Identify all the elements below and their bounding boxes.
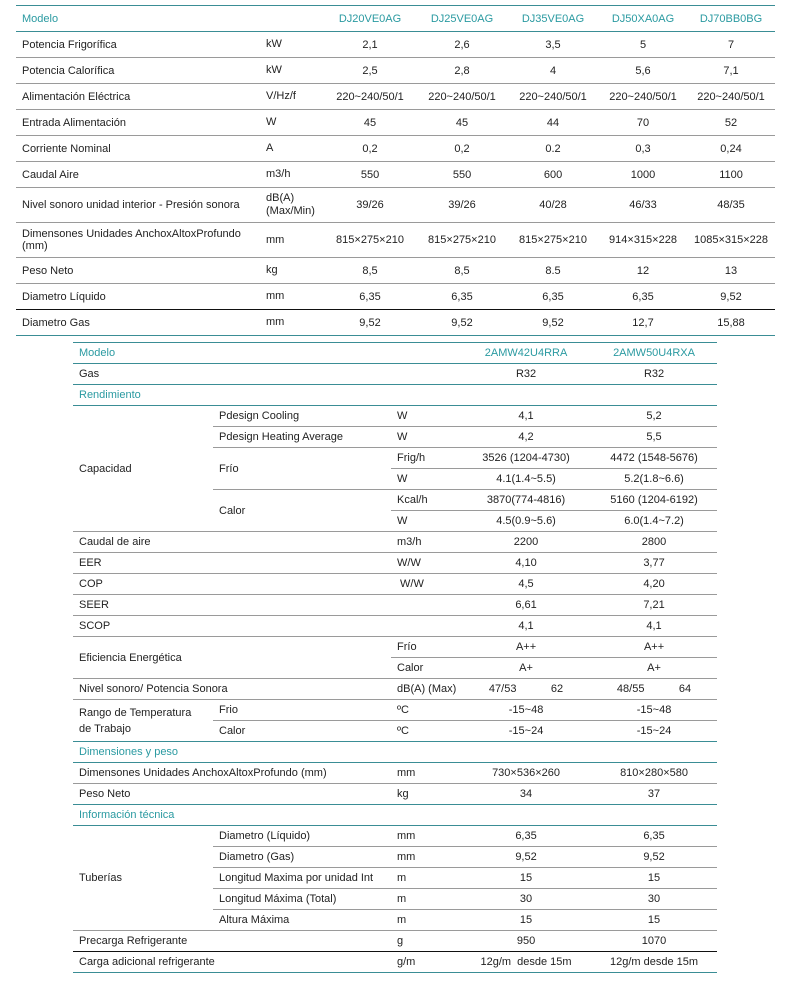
- cell-value: 5,2: [591, 406, 717, 427]
- cell-value: 6,35: [507, 284, 599, 310]
- cell-value: 40/28: [507, 188, 599, 223]
- table-row: [16, 84, 775, 110]
- unit: kW: [260, 32, 323, 58]
- cell-value: 0,2: [323, 136, 417, 162]
- group-label: Capacidad: [73, 406, 213, 532]
- group-label: [73, 700, 213, 742]
- unit: kW: [260, 58, 323, 84]
- unit: W: [391, 469, 461, 490]
- cell-value: 0.2: [507, 136, 599, 162]
- cell-value: 8,5: [323, 258, 417, 284]
- table-row: [16, 136, 775, 162]
- header-label: Modelo: [16, 6, 323, 32]
- row-label: SEER: [73, 595, 391, 616]
- unit: [391, 616, 461, 637]
- cell-value: A+: [591, 658, 717, 679]
- unit: [391, 595, 461, 616]
- cell-value: A+: [461, 658, 591, 679]
- unit: dB(A) (Max/Min): [260, 188, 323, 223]
- cell-value: 815×275×210: [417, 223, 507, 258]
- cell-value: 550: [323, 162, 417, 188]
- cell-value: 6.0(1.4~7.2): [591, 511, 717, 532]
- group-label: Eficiencia Energética: [73, 637, 391, 679]
- cell-value: 3,5: [507, 32, 599, 58]
- cell-value: -15~24: [461, 721, 591, 742]
- table-row: [73, 679, 717, 700]
- cell-value: 2200: [461, 532, 591, 553]
- unit: ºC: [391, 700, 461, 721]
- model-header: DJ25VE0AG: [417, 6, 507, 32]
- cell-value: 0,3: [599, 136, 687, 162]
- cell-value: 6,35: [323, 284, 417, 310]
- group-label: Tuberías: [73, 826, 213, 931]
- cell-value: 2,5: [323, 58, 417, 84]
- cell-value: 5: [599, 32, 687, 58]
- table-row: [16, 58, 775, 84]
- section-header-row: [73, 742, 717, 763]
- unit: mm: [391, 826, 461, 847]
- cell-value: 4,2: [461, 427, 591, 448]
- table-row: [73, 616, 717, 637]
- cell-value: 9,52: [687, 284, 775, 310]
- unit: mm: [260, 310, 323, 336]
- cell-value: 220~240/50/1: [323, 84, 417, 110]
- cell-value: -15~48: [461, 700, 591, 721]
- cell-value: 0,2: [417, 136, 507, 162]
- table-row: [73, 784, 717, 805]
- unit: mm: [260, 223, 323, 258]
- cell-value: 4,1: [461, 406, 591, 427]
- unit: ºC: [391, 721, 461, 742]
- table-row: [16, 258, 775, 284]
- unit: m3/h: [391, 532, 461, 553]
- row-label: Calor: [213, 721, 391, 742]
- cell-value: 5,6: [599, 58, 687, 84]
- row-label: Pdesign Cooling: [213, 406, 391, 427]
- row-label: Caudal Aire: [16, 162, 260, 188]
- unit: W/W: [391, 574, 461, 595]
- cell-value: 914×315×228: [599, 223, 687, 258]
- unit: m3/h: [260, 162, 323, 188]
- cell-value: 6,35: [461, 826, 591, 847]
- unit: g: [391, 931, 461, 952]
- table-row: [73, 595, 717, 616]
- group-label-line2: de Trabajo: [79, 722, 131, 735]
- row-label: Precarga Refrigerante: [73, 931, 391, 952]
- cell-value: 6,35: [591, 826, 717, 847]
- cell-value: 8.5: [507, 258, 599, 284]
- row-label: SCOP: [73, 616, 391, 637]
- cell-value: 44: [507, 110, 599, 136]
- cell-value: 950: [461, 931, 591, 952]
- unit: W: [391, 427, 461, 448]
- cell-value: 4472 (1548-5676): [591, 448, 717, 469]
- cell-value: A++: [461, 637, 591, 658]
- row-label: Pdesign Heating Average: [213, 427, 391, 448]
- cell-value: 15: [591, 868, 717, 889]
- unit: mm: [391, 763, 461, 784]
- table-row: [16, 223, 775, 258]
- header-label: Modelo: [73, 343, 461, 364]
- table-row: [73, 931, 717, 952]
- cell-value: 810×280×580: [591, 763, 717, 784]
- row-label: Altura Máxima: [213, 910, 391, 931]
- cell-value: 5,5: [591, 427, 717, 448]
- unit: m: [391, 868, 461, 889]
- cell-value: 220~240/50/1: [599, 84, 687, 110]
- row-label: Dimensones Unidades AnchoxAltoxProfundo (mm): [16, 223, 260, 258]
- table-row: [73, 406, 717, 427]
- cell-value: 815×275×210: [507, 223, 599, 258]
- cell-value: 2800: [591, 532, 717, 553]
- cell-value: 9,52: [461, 847, 591, 868]
- table-row: [73, 574, 717, 595]
- unit: W: [391, 511, 461, 532]
- cell-value: 815×275×210: [323, 223, 417, 258]
- cell-value: 48/35: [687, 188, 775, 223]
- cell-value: [461, 679, 591, 700]
- cell-value: 45: [323, 110, 417, 136]
- cell-value: 6,35: [599, 284, 687, 310]
- table-row: [16, 310, 775, 336]
- cell-value: [591, 679, 717, 700]
- row-label: Frio: [213, 700, 391, 721]
- cell-value: 6,61: [461, 595, 591, 616]
- cell-value: 7: [687, 32, 775, 58]
- row-label: Entrada Alimentación: [16, 110, 260, 136]
- row-label: Nivel sonoro unidad interior - Presión sonora: [16, 188, 260, 223]
- cell-value: 3526 (1204-4730): [461, 448, 591, 469]
- cell-value: 9,52: [591, 847, 717, 868]
- group-label-line1: Rango de Temperatura: [79, 706, 192, 719]
- indoor-units-spec-table: [16, 5, 775, 336]
- table-row: [16, 32, 775, 58]
- section-title: Dimensiones y peso: [73, 742, 717, 763]
- cell-value: 5160 (1204-6192): [591, 490, 717, 511]
- cell-value: 0,24: [687, 136, 775, 162]
- unit: m: [391, 889, 461, 910]
- cell-value: 1100: [687, 162, 775, 188]
- cell-value: 1070: [591, 931, 717, 952]
- unit: Frío: [391, 637, 461, 658]
- cell-value: 7,21: [591, 595, 717, 616]
- model-header: 2AMW42U4RRA: [461, 343, 591, 364]
- table-row: [73, 763, 717, 784]
- row-label: Nivel sonoro/ Potencia Sonora: [73, 679, 391, 700]
- cell-value: -15~24: [591, 721, 717, 742]
- sound-pressure: 47/53: [488, 683, 517, 695]
- cell-value: 12,7: [599, 310, 687, 336]
- cell-value: 15: [461, 868, 591, 889]
- cell-value: 15,88: [687, 310, 775, 336]
- table-row: [73, 637, 717, 658]
- row-label: Dimensones Unidades AnchoxAltoxProfundo (mm): [73, 763, 391, 784]
- cell-value: 730×536×260: [461, 763, 591, 784]
- row-label: Caudal de aire: [73, 532, 391, 553]
- table-row: [16, 188, 775, 223]
- cell-value: 46/33: [599, 188, 687, 223]
- sound-pressure: 48/55: [616, 683, 645, 695]
- table-row: [16, 110, 775, 136]
- cell-value: 39/26: [323, 188, 417, 223]
- table-header-row: [73, 343, 717, 364]
- cell-value: 37: [591, 784, 717, 805]
- row-label: Carga adicional refrigerante: [73, 952, 391, 973]
- unit: Frig/h: [391, 448, 461, 469]
- row-label: Alimentación Eléctrica: [16, 84, 260, 110]
- unit: kg: [391, 784, 461, 805]
- cell-value: 13: [687, 258, 775, 284]
- cell-value: 2,8: [417, 58, 507, 84]
- row-label: Diametro Gas: [16, 310, 260, 336]
- section-header-row: [73, 805, 717, 826]
- cell-value: 12g/m desde 15m: [591, 952, 717, 973]
- cell-value: 12: [599, 258, 687, 284]
- table-row: [73, 532, 717, 553]
- cell-value: 4: [507, 58, 599, 84]
- cell-value: 220~240/50/1: [687, 84, 775, 110]
- cell-value: 9,52: [507, 310, 599, 336]
- cell-value: 4,1: [461, 616, 591, 637]
- cell-value: 2,1: [323, 32, 417, 58]
- unit: A: [260, 136, 323, 162]
- subgroup-label: Frío: [213, 448, 391, 490]
- row-label: Peso Neto: [73, 784, 391, 805]
- cell-value: 7,1: [687, 58, 775, 84]
- row-label: Diametro (Gas): [213, 847, 391, 868]
- cell-value: -15~48: [591, 700, 717, 721]
- cell-value: 4,10: [461, 553, 591, 574]
- cell-value: 3,77: [591, 553, 717, 574]
- unit: g/m: [391, 952, 461, 973]
- cell-value: 4,5: [461, 574, 591, 595]
- section-title: Rendimiento: [73, 385, 717, 406]
- cell-value: 30: [461, 889, 591, 910]
- model-header: DJ20VE0AG: [323, 6, 417, 32]
- cell-value: 9,52: [323, 310, 417, 336]
- cell-value: 220~240/50/1: [507, 84, 599, 110]
- cell-value: 8,5: [417, 258, 507, 284]
- table-row: [16, 284, 775, 310]
- cell-value: 39/26: [417, 188, 507, 223]
- table-row: [73, 826, 717, 847]
- row-label: Peso Neto: [16, 258, 260, 284]
- table-row: [16, 162, 775, 188]
- model-header: DJ50XA0AG: [599, 6, 687, 32]
- table-row: [73, 364, 717, 385]
- sound-power: 64: [678, 683, 692, 695]
- cell-value: 6,35: [417, 284, 507, 310]
- cell-value: 15: [591, 910, 717, 931]
- model-header: DJ35VE0AG: [507, 6, 599, 32]
- unit: mm: [391, 847, 461, 868]
- sound-power: 62: [550, 683, 564, 695]
- cell-value: 4,1: [591, 616, 717, 637]
- cell-value: 1000: [599, 162, 687, 188]
- cell-value: 12g/m desde 15m: [461, 952, 591, 973]
- cell-value: 70: [599, 110, 687, 136]
- unit: mm: [260, 284, 323, 310]
- unit: dB(A) (Max): [391, 679, 461, 700]
- table-row: [73, 700, 717, 721]
- row-label: COP: [73, 574, 391, 595]
- cell-value: 15: [461, 910, 591, 931]
- cell-value: 30: [591, 889, 717, 910]
- cell-value: 220~240/50/1: [417, 84, 507, 110]
- row-label: EER: [73, 553, 391, 574]
- row-label: Corriente Nominal: [16, 136, 260, 162]
- cell-value: 4,20: [591, 574, 717, 595]
- table-row: [73, 553, 717, 574]
- unit: m: [391, 910, 461, 931]
- row-label: Potencia Calorífica: [16, 58, 260, 84]
- cell-value: 45: [417, 110, 507, 136]
- model-header: 2AMW50U4RXA: [591, 343, 717, 364]
- cell-value: 3870(774-4816): [461, 490, 591, 511]
- unit: V/Hz/f: [260, 84, 323, 110]
- cell-value: 52: [687, 110, 775, 136]
- cell-value: 34: [461, 784, 591, 805]
- cell-value: 4.5(0.9~5.6): [461, 511, 591, 532]
- cell-value: 600: [507, 162, 599, 188]
- row-label: Diametro Líquido: [16, 284, 260, 310]
- row-label: Longitud Maxima por unidad Int: [213, 868, 391, 889]
- unit: W: [260, 110, 323, 136]
- cell-value: 4.1(1.4~5.5): [461, 469, 591, 490]
- cell-value: R32: [591, 364, 717, 385]
- cell-value: 2,6: [417, 32, 507, 58]
- cell-value: 1085×315×228: [687, 223, 775, 258]
- row-label: Gas: [73, 364, 461, 385]
- model-header: DJ70BB0BG: [687, 6, 775, 32]
- unit: kg: [260, 258, 323, 284]
- subgroup-label: Calor: [213, 490, 391, 532]
- cell-value: 550: [417, 162, 507, 188]
- unit: Calor: [391, 658, 461, 679]
- table-header-row: [16, 6, 775, 32]
- row-label: Potencia Frigorífica: [16, 32, 260, 58]
- cell-value: 9,52: [417, 310, 507, 336]
- row-label: Diametro (Líquido): [213, 826, 391, 847]
- cell-value: R32: [461, 364, 591, 385]
- row-label: Longitud Máxima (Total): [213, 889, 391, 910]
- cell-value: A++: [591, 637, 717, 658]
- outdoor-unit-spec-table: [73, 342, 717, 973]
- unit: Kcal/h: [391, 490, 461, 511]
- unit: W/W: [391, 553, 461, 574]
- section-title: Información técnica: [73, 805, 717, 826]
- table-row: [73, 952, 717, 973]
- unit: W: [391, 406, 461, 427]
- section-header-row: [73, 385, 717, 406]
- cell-value: 5.2(1.8~6.6): [591, 469, 717, 490]
